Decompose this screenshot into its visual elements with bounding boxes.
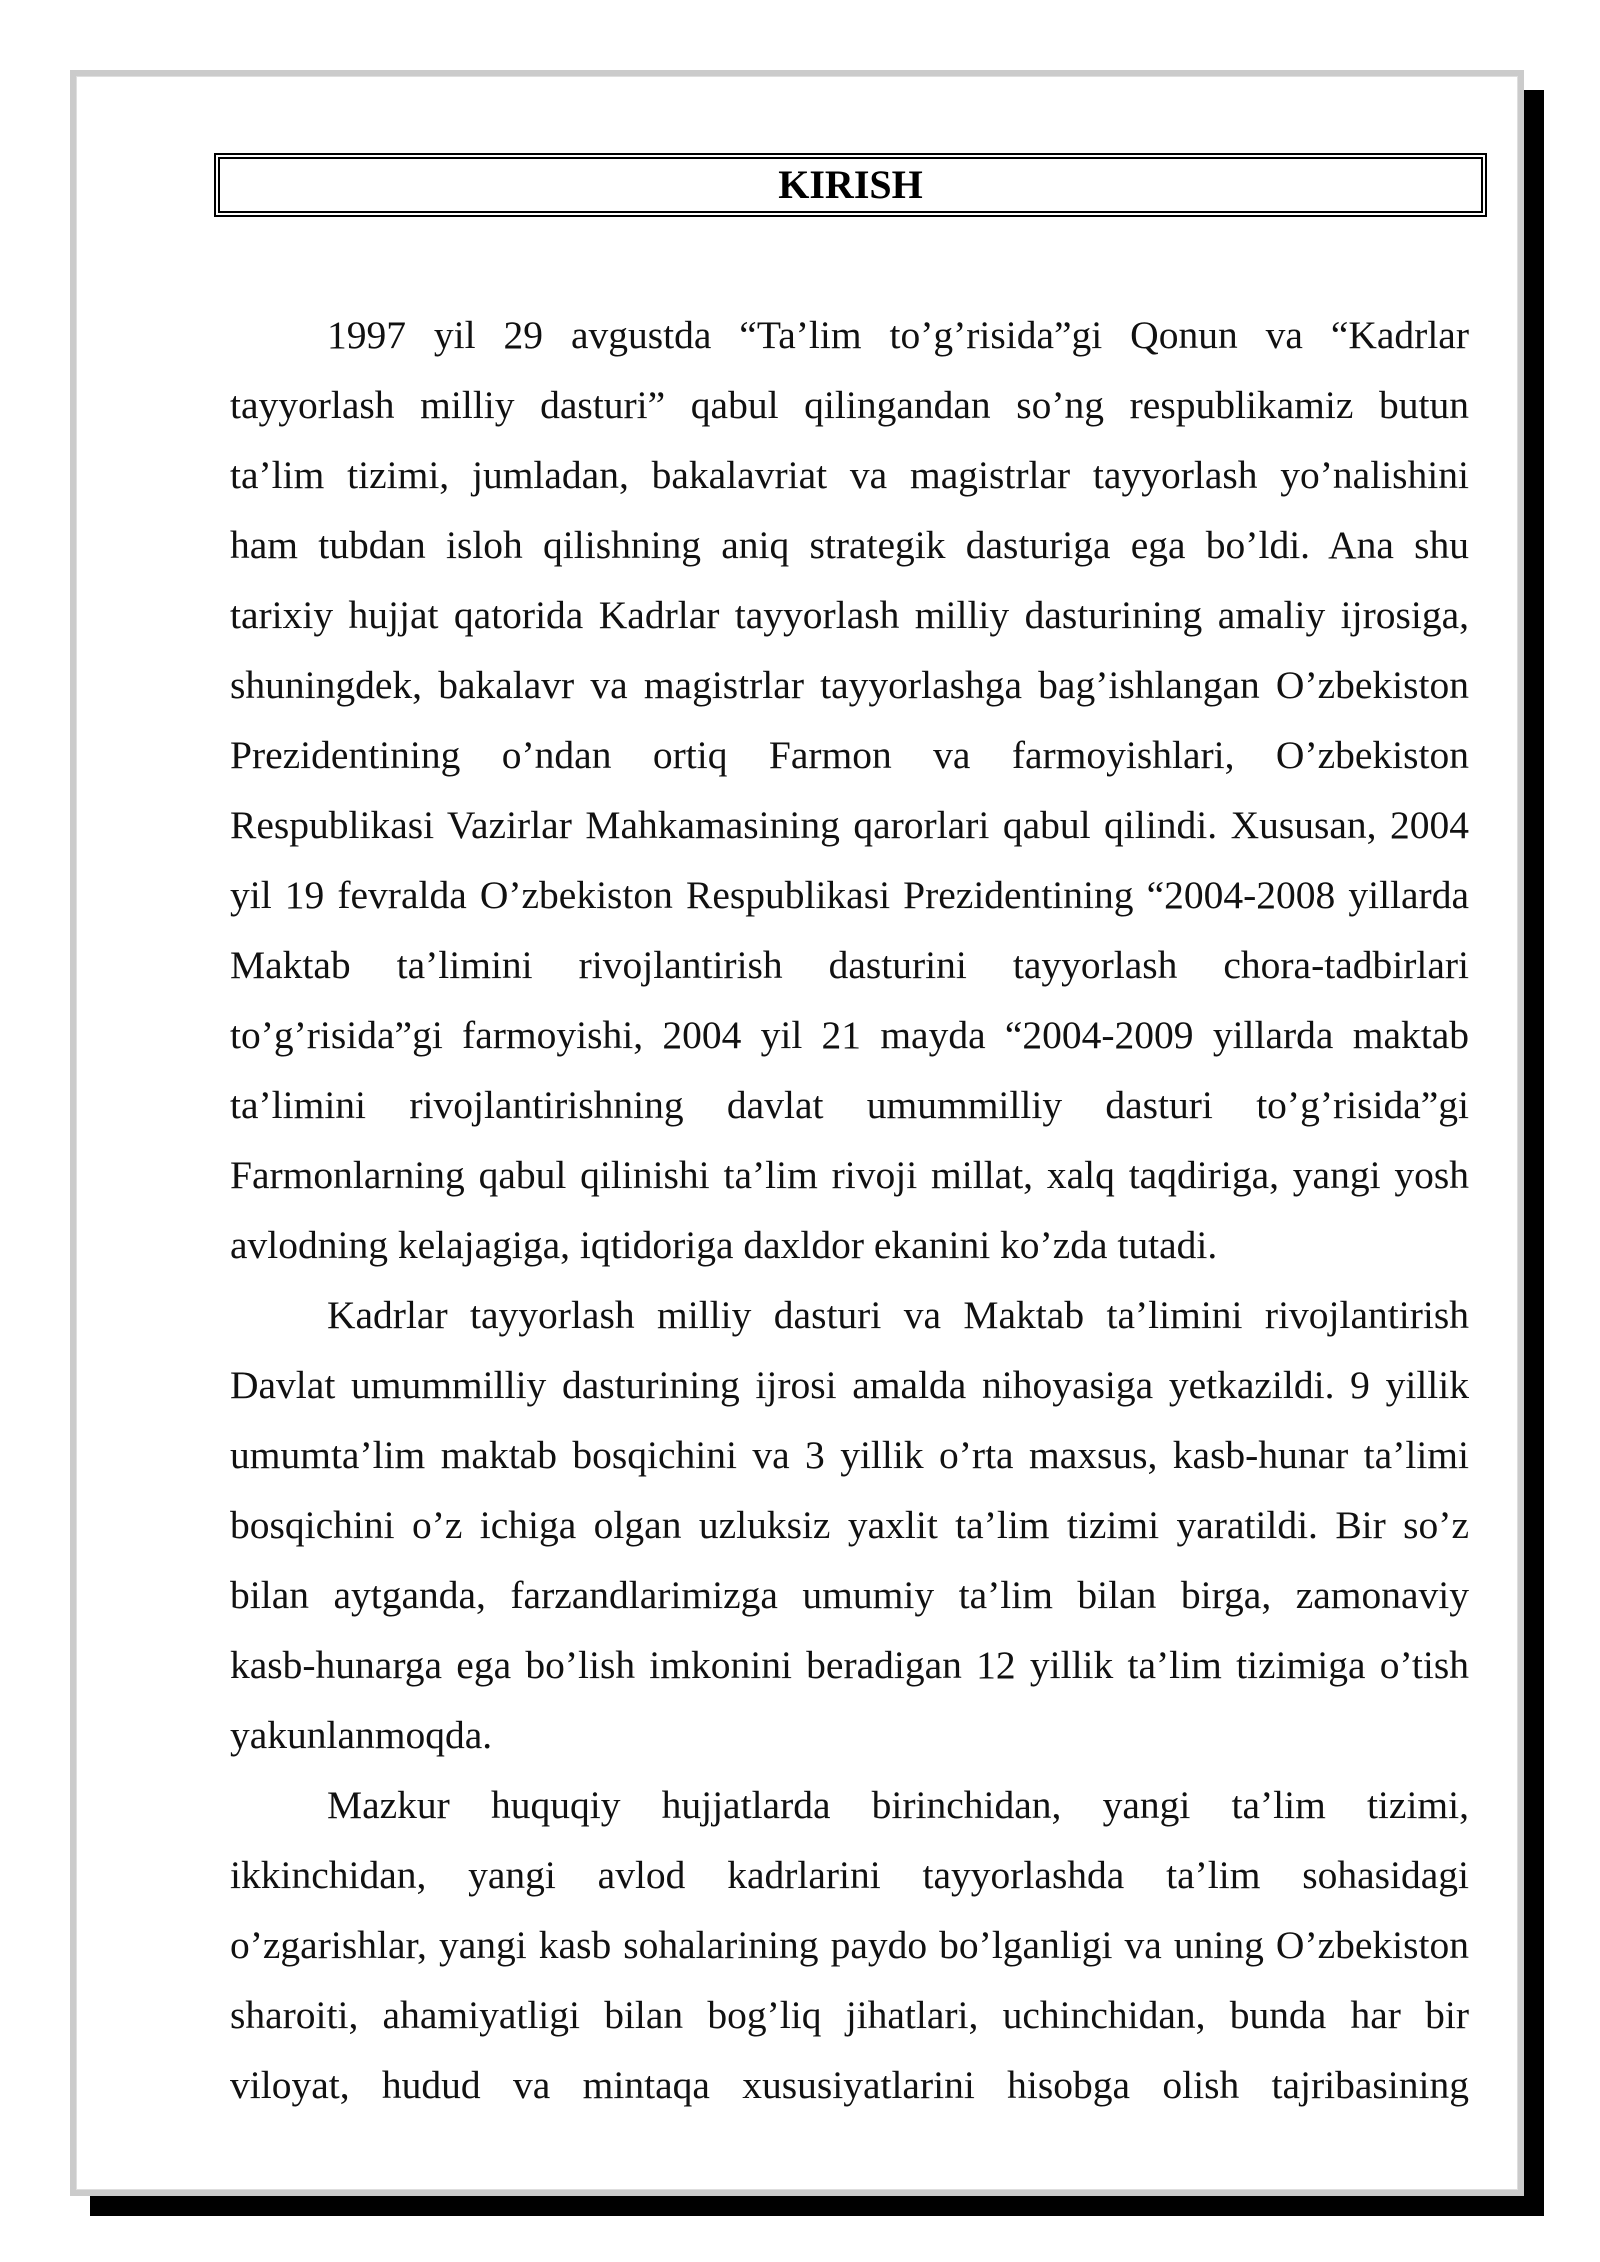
text-line: Farmonlarning qabul qilinishi ta’lim rivoji millat, xalq taqdiriga, yangi yosh — [230, 1153, 1469, 1197]
text-line: Mazkur huquqiy hujjatlarda birinchidan, yangi ta’lim tizimi, — [327, 1783, 1469, 1827]
text-line: umumta’lim maktab bosqichini va 3 yillik o’rta maxsus, kasb-hunar ta’limi — [230, 1433, 1469, 1477]
text-line: bilan aytganda, farzandlarimizga umumiy ta’lim bilan birga, zamonaviy — [230, 1573, 1469, 1617]
text-line: to’g’risida”gi farmoyishi, 2004 yil 21 mayda “2004-2009 yillarda maktab — [230, 1013, 1469, 1057]
text-line: 1997 yil 29 avgustda “Ta’lim to’g’risida”gi Qonun va “Kadrlar — [327, 313, 1469, 357]
text-line: viloyat, hudud va mintaqa xususiyatlarini hisobga olish tajribasining — [230, 2063, 1469, 2107]
title-box — [214, 153, 1487, 217]
text-line: Maktab ta’limini rivojlantirish dasturini tayyorlash chora-tadbirlari — [230, 943, 1469, 987]
text-line: o’zgarishlar, yangi kasb sohalarining paydo bo’lganligi va uning O’zbekiston — [230, 1923, 1469, 1967]
text-line: tayyorlash milliy dasturi” qabul qilingandan so’ng respublikamiz butun — [230, 383, 1469, 427]
text-line: Davlat umummilliy dasturining ijrosi amalda nihoyasiga yetkazildi. 9 yillik — [230, 1363, 1469, 1407]
text-line: ta’limini rivojlantirishning davlat umummilliy dasturi to’g’risida”gi — [230, 1083, 1469, 1127]
body-text — [230, 300, 1469, 2120]
text-line: sharoiti, ahamiyatligi bilan bog’liq jihatlari, uchinchidan, bunda har bir — [230, 1993, 1469, 2037]
text-line: tarixiy hujjat qatorida Kadrlar tayyorlash milliy dasturining amaliy ijrosiga, — [230, 593, 1469, 637]
text-line: yakunlanmoqda. — [230, 1713, 493, 1757]
text-line: kasb-hunarga ega bo’lish imkonini beradigan 12 yillik ta’lim tizimiga o’tish — [230, 1643, 1469, 1687]
text-line: ikkinchidan, yangi avlod kadrlarini tayyorlashda ta’lim sohasidagi — [230, 1853, 1469, 1897]
paragraph-1 — [230, 300, 1469, 1280]
text-line: shuningdek, bakalavr va magistrlar tayyorlashga bag’ishlangan O’zbekiston — [230, 663, 1469, 707]
page-title: KIRISH — [778, 162, 923, 207]
text-line: Kadrlar tayyorlash milliy dasturi va Maktab ta’limini rivojlantirish — [327, 1293, 1469, 1337]
paragraph-3 — [230, 1770, 1469, 2120]
text-line: bosqichini o’z ichiga olgan uzluksiz yaxlit ta’lim tizimi yaratildi. Bir so’z — [230, 1503, 1469, 1547]
text-line: Prezidentining o’ndan ortiq Farmon va farmoyishlari, O’zbekiston — [230, 733, 1469, 777]
text-line: avlodning kelajagiga, iqtidoriga daxldor ekanini ko’zda tutadi. — [230, 1223, 1218, 1267]
paragraph-2 — [230, 1280, 1469, 1770]
text-line: ham tubdan isloh qilishning aniq strategik dasturiga ega bo’ldi. Ana shu — [230, 523, 1469, 567]
text-line: ta’lim tizimi, jumladan, bakalavriat va magistrlar tayyorlash yo’nalishini — [230, 453, 1469, 497]
text-line: yil 19 fevralda O’zbekiston Respublikasi Prezidentining “2004-2008 yillarda — [230, 873, 1469, 917]
text-line: Respublikasi Vazirlar Mahkamasining qarorlari qabul qilindi. Xususan, 2004 — [230, 803, 1469, 847]
